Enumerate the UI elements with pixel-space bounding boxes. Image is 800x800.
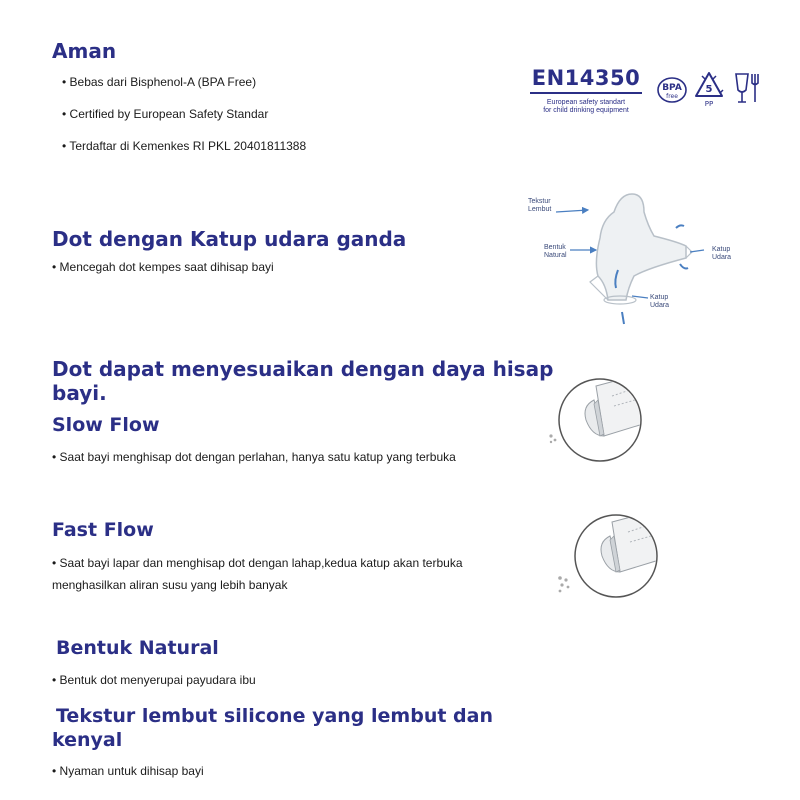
fast-flow-heading: Fast Flow [52,519,154,541]
label-katup-bottom-2: Udara [650,302,670,309]
label-katup-right-1: Katup [712,246,731,253]
aman-bullet-2: • Certified by European Safety Standar [62,107,269,121]
daya-heading-line1: Dot dapat menyesuaikan dengan daya hisap [52,357,554,381]
tekstur-bullet: • Nyaman untuk dihisap bayi [52,764,204,778]
label-katup-bottom-1: Katup [650,294,669,301]
fast-flow-bullet-line2: menghasilkan aliran susu yang lebih banyak [52,578,288,592]
label-tekstur-2: Lembut [528,206,552,213]
food-safe-icon [734,70,764,106]
en14350-code: EN14350 [530,66,642,94]
daya-heading-line2: bayi. [52,381,107,405]
katup-heading: Dot dengan Katup udara ganda [52,227,407,251]
bpa-text: BPA [662,83,682,93]
fast-flow-illustration [572,512,660,600]
label-bentuk-2: Natural [544,252,567,259]
bpa-free-icon [656,76,688,104]
tekstur-heading-line2: kenyal [52,729,123,751]
aman-bullet-1: • Bebas dari Bisphenol-A (BPA Free) [62,75,257,89]
aman-heading: Aman [52,39,117,63]
en14350-badge [530,66,642,115]
nipple-valve-diagram [528,180,748,330]
katup-bullet: • Mencegah dot kempes saat dihisap bayi [52,260,274,274]
bpa-free-text: free [666,93,678,100]
label-tekstur-1: Tekstur [528,198,551,205]
slow-flow-illustration [556,376,644,464]
bentuk-natural-bullet: • Bentuk dot menyerupai payudara ibu [52,673,256,687]
aman-bullet-3: • Terdaftar di Kemenkes RI PKL 20401811388 [62,139,307,153]
slow-flow-heading: Slow Flow [52,414,160,436]
recycle-number: 5 [705,84,713,95]
fast-flow-drops [556,574,572,594]
fast-flow-bullet-line1: • Saat bayi lapar dan menghisap dot dengan lahap,kedua katup akan terbuka [52,556,463,570]
tekstur-heading-line1: Tekstur lembut silicone yang lembut dan [56,705,493,727]
slow-flow-bullet: • Saat bayi menghisap dot dengan perlahan, hanya satu katup yang terbuka [52,450,456,464]
label-katup-right-2: Udara [712,254,732,261]
recycle-pp-icon [692,70,726,108]
recycle-label: PP [704,100,714,108]
en14350-line2: for child drinking equipment [543,107,629,114]
slow-flow-drops [548,432,558,444]
label-bentuk-1: Bentuk [544,244,566,251]
en14350-line1: European safety standart [546,99,626,106]
bentuk-natural-heading: Bentuk Natural [56,637,219,659]
